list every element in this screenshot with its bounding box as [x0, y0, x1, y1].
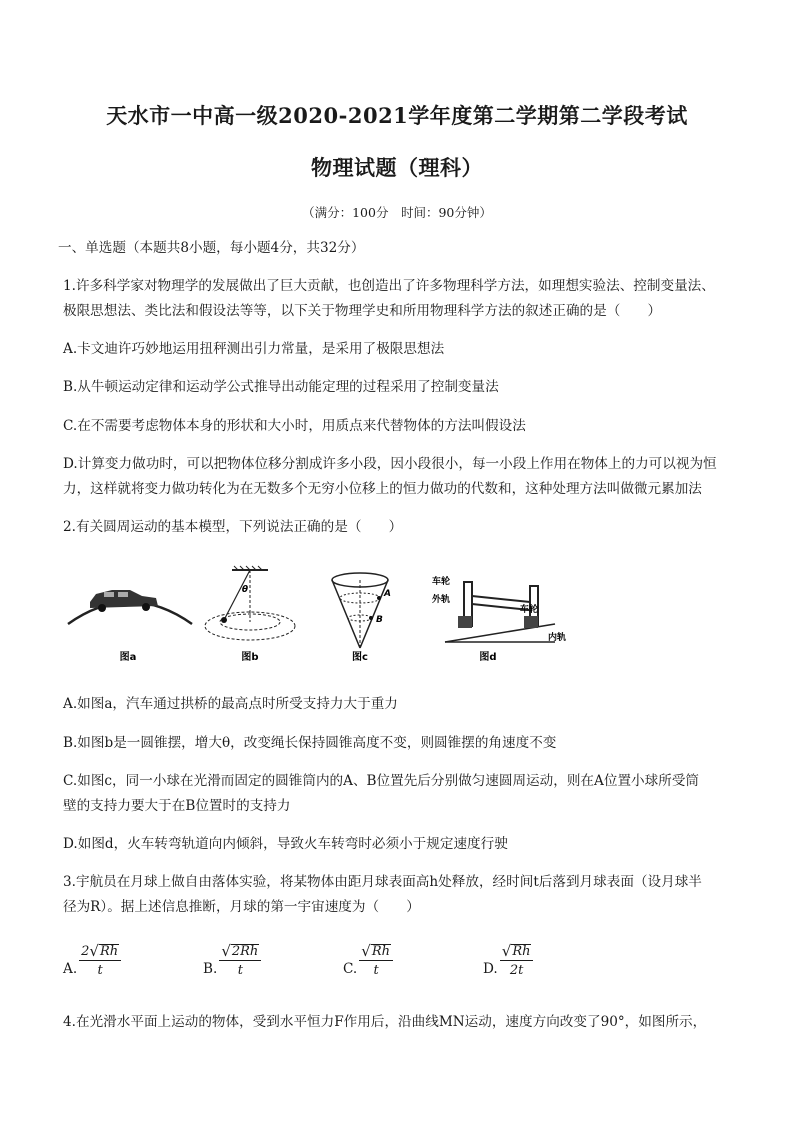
figure-b-caption: 图b [241, 652, 259, 663]
q3-stem-line2: 径为R）。据上述信息推断，月球的第一宇宙速度为（ ） [63, 899, 420, 915]
exam-info: （满分：100分 时间：90分钟） [302, 205, 492, 220]
q1-stem-line1: 1.许多科学家对物理学的发展做出了巨大贡献，也创造出了许多物理科学方法，如理想实验法、控制变量法、 [63, 278, 715, 294]
figure-a-caption: 图a [119, 652, 137, 663]
q2-option-c-line2: 壁的支持力要大于在B位置时的支持力 [63, 798, 291, 814]
q3-option-d: D. √ Rh 2t [483, 944, 533, 978]
figure-d-wheel-right: 车轮 [520, 605, 539, 615]
figure-d-wheel-left: 车轮 [432, 577, 451, 587]
exam-title: 天水市一中高一级2020-2021学年度第二学期第二学段考试 [106, 103, 688, 128]
figure-b-theta: θ [241, 585, 248, 595]
figure-c-label-a: A [384, 589, 391, 599]
q3-stem-line1: 3.宇航员在月球上做自由落体实验，将某物体由距月球表面高h处释放，经时间t后落到月球表面（设月球半 [63, 874, 702, 890]
figure-d-inner-rail: 内轨 [548, 633, 567, 643]
q1-option-c: C.在不需要考虑物体本身的形状和大小时，用质点来代替物体的方法叫假设法 [63, 418, 526, 434]
q1-option-a: A.卡文迪许巧妙地运用扭秤测出引力常量，是采用了极限思想法 [63, 341, 445, 357]
figure-d-caption: 图d [479, 652, 497, 663]
figure-a [68, 590, 192, 663]
figure-b [205, 566, 295, 663]
q2-stem: 2.有关圆周运动的基本模型，下列说法正确的是（ ） [63, 519, 403, 535]
exam-subtitle: 物理试题（理科） [311, 155, 483, 180]
q1-stem-line2: 极限思想法、类比法和假设法等等，以下关于物理学史和所用物理科学方法的叙述正确的是（ ） [63, 303, 662, 319]
q1-option-d-line2: 力，这样就将变力做功转化为在无数多个无穷小位移上的恒力做功的代数和，这种处理方法叫做微元累加法 [63, 481, 702, 497]
q4-stem-line1: 4.在光滑水平面上运动的物体，受到水平恒力F作用后，沿曲线MN运动，速度方向改变了90°，如图所示， [63, 1014, 707, 1030]
q2-option-c-line1: C.如图c，同一小球在光滑而固定的圆锥筒内的A、B位置先后分别做匀速圆周运动，则在A位置小球所受筒 [63, 773, 700, 789]
figure-d-outer-rail: 外轨 [432, 595, 451, 605]
figure-c [332, 573, 391, 663]
q2-option-a: A.如图a，汽车通过拱桥的最高点时所受支持力大于重力 [63, 696, 398, 712]
q3-option-b: B. √ 2Rh t [203, 944, 261, 978]
q3-option-a: A. 2 √ Rh t [63, 944, 121, 978]
q3-option-c: C. √ Rh t [343, 944, 393, 978]
figure-c-caption: 图c [352, 652, 368, 663]
q2-option-d: D.如图d，火车转弯轨道向内倾斜，导致火车转弯时必须小于规定速度行驶 [63, 836, 508, 852]
figure-d [432, 575, 566, 663]
q2-option-b: B.如图b是一圆锥摆，增大θ，改变绳长保持圆锥高度不变，则圆锥摆的角速度不变 [63, 735, 557, 751]
q1-option-d-line1: D.计算变力做功时，可以把物体位移分割成许多小段，因小段很小，每一小段上作用在物体上的力可以视为恒 [63, 456, 717, 472]
q1-option-b: B.从牛顿运动定律和运动学公式推导出动能定理的过程采用了控制变量法 [63, 379, 499, 395]
q2-figures [60, 562, 740, 672]
section-heading: 一、单选题（本题共8小题，每小题4分，共32分） [58, 240, 365, 256]
figure-c-label-b: B [376, 615, 383, 625]
